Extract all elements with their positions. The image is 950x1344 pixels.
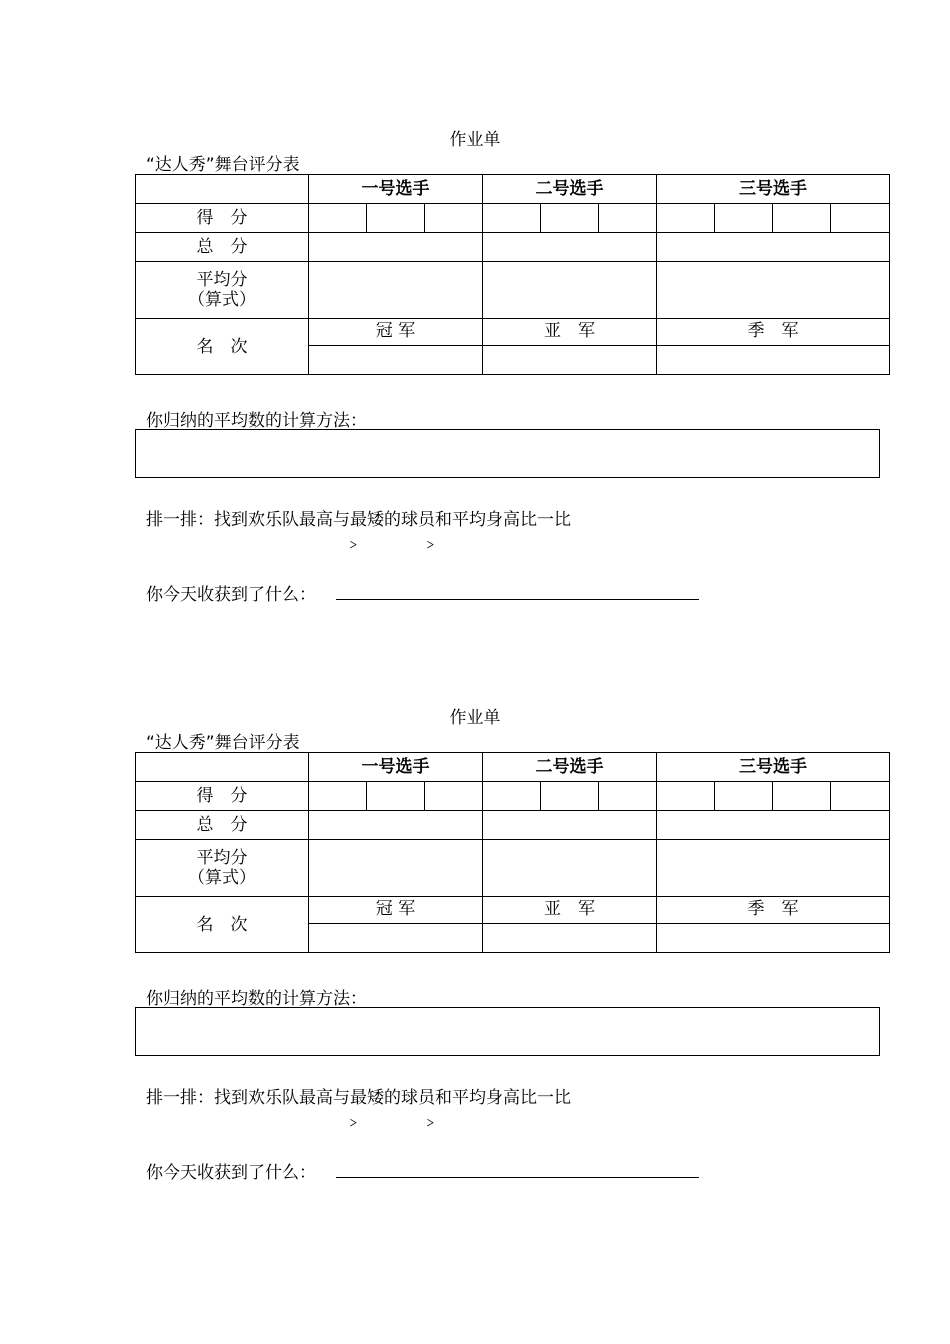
- rank-first: 冠 军: [309, 897, 483, 924]
- worksheet-top: [0, 0, 950, 605]
- method-answer-box[interactable]: [135, 429, 880, 478]
- greater-than-symbol: ﹥: [421, 1111, 439, 1132]
- rank-first: 冠 军: [309, 319, 483, 346]
- gain-answer-line[interactable]: [336, 1177, 699, 1178]
- table-title: “达人秀”舞台评分表: [146, 733, 300, 753]
- score-cell[interactable]: [715, 782, 773, 811]
- total-row: [136, 233, 890, 262]
- rank-row: [136, 319, 890, 346]
- greater-than-symbol: ﹥: [421, 533, 439, 554]
- average-label-line2: （算式）: [188, 290, 256, 310]
- total-label: 总 分: [136, 233, 309, 262]
- rank-second: 亚 军: [483, 319, 657, 346]
- score-row: [136, 204, 890, 233]
- greater-than-symbol: ﹥: [344, 533, 362, 554]
- score-label: 得 分: [136, 204, 309, 233]
- header-row: [136, 175, 890, 204]
- player-1-header: 一号选手: [309, 175, 483, 204]
- average-row: [136, 262, 890, 319]
- gain-label: 你今天收获到了什么：: [146, 1163, 316, 1183]
- rank-third: 季 军: [657, 319, 890, 346]
- average-row: [136, 840, 890, 897]
- average-cell[interactable]: [657, 262, 890, 319]
- rank-third: 季 军: [657, 897, 890, 924]
- rank-answer-cell[interactable]: [657, 924, 890, 953]
- average-cell[interactable]: [483, 840, 657, 897]
- average-label: [136, 840, 309, 897]
- score-cell[interactable]: [657, 204, 715, 233]
- gain-label: 你今天收获到了什么：: [146, 585, 316, 605]
- score-cell[interactable]: [831, 204, 890, 233]
- method-answer-box[interactable]: [135, 1007, 880, 1056]
- total-cell[interactable]: [657, 233, 890, 262]
- method-label: 你归纳的平均数的计算方法：: [146, 411, 367, 431]
- average-label: [136, 262, 309, 319]
- total-cell[interactable]: [309, 811, 483, 840]
- score-cell[interactable]: [715, 204, 773, 233]
- method-label: 你归纳的平均数的计算方法：: [146, 989, 367, 1009]
- score-cell[interactable]: [425, 782, 483, 811]
- score-cell[interactable]: [483, 782, 541, 811]
- average-cell[interactable]: [309, 262, 483, 319]
- sort-instruction: 排一排：找到欢乐队最高与最矮的球员和平均身高比一比: [146, 510, 571, 530]
- average-label-line1: 平均分: [196, 848, 248, 868]
- total-cell[interactable]: [309, 233, 483, 262]
- average-cell[interactable]: [657, 840, 890, 897]
- score-table: [135, 174, 890, 375]
- worksheet-title: 作业单: [449, 708, 501, 728]
- rank-answer-cell[interactable]: [657, 346, 890, 375]
- player-2-header: 二号选手: [483, 175, 657, 204]
- rank-answer-cell[interactable]: [309, 346, 483, 375]
- score-cell[interactable]: [541, 782, 599, 811]
- rank-answer-cell[interactable]: [309, 924, 483, 953]
- score-cell[interactable]: [367, 782, 425, 811]
- total-cell[interactable]: [483, 811, 657, 840]
- score-cell[interactable]: [773, 782, 831, 811]
- corner-cell: [136, 175, 309, 204]
- rank-row: [136, 897, 890, 924]
- score-cell[interactable]: [831, 782, 890, 811]
- rank-answer-cell[interactable]: [483, 346, 657, 375]
- sort-instruction: 排一排：找到欢乐队最高与最矮的球员和平均身高比一比: [146, 1088, 571, 1108]
- header-row: [136, 753, 890, 782]
- score-cell[interactable]: [773, 204, 831, 233]
- player-1-header: 一号选手: [309, 753, 483, 782]
- player-3-header: 三号选手: [657, 753, 890, 782]
- total-cell[interactable]: [483, 233, 657, 262]
- table-title: “达人秀”舞台评分表: [146, 155, 300, 175]
- score-cell[interactable]: [483, 204, 541, 233]
- score-row: [136, 782, 890, 811]
- player-2-header: 二号选手: [483, 753, 657, 782]
- score-label: 得 分: [136, 782, 309, 811]
- corner-cell: [136, 753, 309, 782]
- score-cell[interactable]: [657, 782, 715, 811]
- total-label: 总 分: [136, 811, 309, 840]
- total-row: [136, 811, 890, 840]
- score-cell[interactable]: [599, 204, 657, 233]
- rank-second: 亚 军: [483, 897, 657, 924]
- worksheet-title: 作业单: [449, 130, 501, 150]
- worksheet-bottom: [0, 578, 950, 1183]
- rank-label: 名 次: [136, 897, 309, 953]
- score-cell[interactable]: [541, 204, 599, 233]
- average-label-line2: （算式）: [188, 868, 256, 888]
- score-cell[interactable]: [425, 204, 483, 233]
- score-cell[interactable]: [367, 204, 425, 233]
- average-cell[interactable]: [483, 262, 657, 319]
- total-cell[interactable]: [657, 811, 890, 840]
- score-cell[interactable]: [309, 782, 367, 811]
- average-cell[interactable]: [309, 840, 483, 897]
- score-cell[interactable]: [599, 782, 657, 811]
- average-label-line1: 平均分: [196, 270, 248, 290]
- score-cell[interactable]: [309, 204, 367, 233]
- greater-than-symbol: ﹥: [344, 1111, 362, 1132]
- player-3-header: 三号选手: [657, 175, 890, 204]
- rank-label: 名 次: [136, 319, 309, 375]
- score-table: [135, 752, 890, 953]
- rank-answer-cell[interactable]: [483, 924, 657, 953]
